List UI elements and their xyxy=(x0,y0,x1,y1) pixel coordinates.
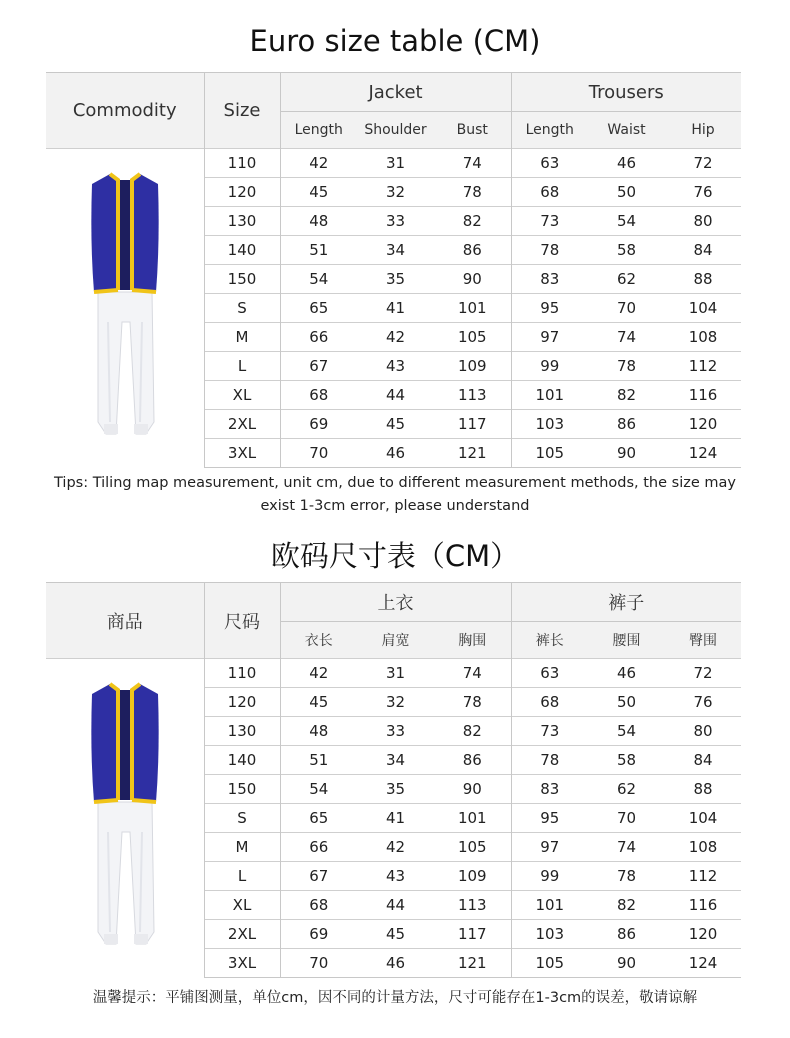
table-row xyxy=(46,659,741,688)
measure-cell: 86 xyxy=(588,410,665,439)
measure-cell: 45 xyxy=(357,410,434,439)
size-cell: 110 xyxy=(204,659,280,688)
measure-cell: 90 xyxy=(434,775,511,804)
measure-cell: 62 xyxy=(588,265,665,294)
measure-cell: 73 xyxy=(511,717,588,746)
size-cell: 130 xyxy=(204,207,280,236)
size-cell: XL xyxy=(204,891,280,920)
header-jacket-shoulder-zh: 肩宽 xyxy=(357,622,434,659)
measure-cell: 80 xyxy=(665,717,741,746)
header-trousers-zh: 裤子 xyxy=(511,583,741,622)
measure-cell: 90 xyxy=(588,439,665,468)
measure-cell: 44 xyxy=(357,381,434,410)
measure-cell: 104 xyxy=(665,294,741,323)
measure-cell: 50 xyxy=(588,688,665,717)
measure-cell: 105 xyxy=(434,323,511,352)
header-commodity: Commodity xyxy=(46,73,204,149)
measure-cell: 34 xyxy=(357,746,434,775)
measure-cell: 68 xyxy=(511,688,588,717)
measure-cell: 117 xyxy=(434,410,511,439)
measure-cell: 99 xyxy=(511,862,588,891)
measure-cell: 72 xyxy=(665,149,741,178)
size-cell: 3XL xyxy=(204,949,280,978)
measure-cell: 50 xyxy=(588,178,665,207)
size-cell: 140 xyxy=(204,746,280,775)
size-cell: 120 xyxy=(204,178,280,207)
page-title: Euro size table (CM) xyxy=(249,24,541,58)
measure-cell: 108 xyxy=(665,323,741,352)
measure-cell: 83 xyxy=(511,775,588,804)
measure-cell: 120 xyxy=(665,920,741,949)
measure-cell: 74 xyxy=(434,659,511,688)
header-trousers-waist-zh: 腰围 xyxy=(588,622,665,659)
size-cell: 120 xyxy=(204,688,280,717)
measure-cell: 105 xyxy=(434,833,511,862)
measure-cell: 105 xyxy=(511,949,588,978)
measure-cell: 46 xyxy=(357,949,434,978)
size-cell: 140 xyxy=(204,236,280,265)
measure-cell: 124 xyxy=(665,949,741,978)
measure-cell: 31 xyxy=(357,659,434,688)
header-size-zh: 尺码 xyxy=(204,583,280,659)
measure-cell: 74 xyxy=(588,833,665,862)
measure-cell: 88 xyxy=(665,775,741,804)
measure-cell: 121 xyxy=(434,439,511,468)
measure-cell: 54 xyxy=(588,207,665,236)
measure-cell: 65 xyxy=(280,294,357,323)
size-cell: 2XL xyxy=(204,920,280,949)
measure-cell: 58 xyxy=(588,746,665,775)
size-table-en xyxy=(46,72,741,468)
measure-cell: 42 xyxy=(280,149,357,178)
measure-cell: 54 xyxy=(588,717,665,746)
size-cell: M xyxy=(204,833,280,862)
measure-cell: 82 xyxy=(434,207,511,236)
costume-image xyxy=(88,682,162,954)
measure-cell: 54 xyxy=(280,265,357,294)
measure-cell: 54 xyxy=(280,775,357,804)
measure-cell: 86 xyxy=(588,920,665,949)
measure-cell: 46 xyxy=(357,439,434,468)
header-jacket-bust: Bust xyxy=(434,112,511,149)
measure-cell: 62 xyxy=(588,775,665,804)
size-cell: M xyxy=(204,323,280,352)
commodity-image-cell xyxy=(46,149,204,468)
size-cell: S xyxy=(204,804,280,833)
measure-cell: 45 xyxy=(357,920,434,949)
measure-cell: 67 xyxy=(280,862,357,891)
measure-cell: 33 xyxy=(357,207,434,236)
measure-cell: 101 xyxy=(511,381,588,410)
measure-cell: 32 xyxy=(357,688,434,717)
measure-cell: 109 xyxy=(434,862,511,891)
measure-cell: 46 xyxy=(588,149,665,178)
measure-cell: 70 xyxy=(588,294,665,323)
size-cell: 150 xyxy=(204,265,280,294)
header-jacket-length-zh: 衣长 xyxy=(280,622,357,659)
measure-cell: 82 xyxy=(588,381,665,410)
measure-cell: 42 xyxy=(357,323,434,352)
measure-cell: 43 xyxy=(357,352,434,381)
measure-cell: 116 xyxy=(665,381,741,410)
measure-cell: 103 xyxy=(511,410,588,439)
measure-cell: 90 xyxy=(434,265,511,294)
measure-cell: 84 xyxy=(665,746,741,775)
measure-cell: 103 xyxy=(511,920,588,949)
measure-cell: 45 xyxy=(280,688,357,717)
header-jacket-zh: 上衣 xyxy=(280,583,511,622)
measure-cell: 117 xyxy=(434,920,511,949)
measure-cell: 34 xyxy=(357,236,434,265)
measure-cell: 121 xyxy=(434,949,511,978)
measure-cell: 31 xyxy=(357,149,434,178)
measure-cell: 51 xyxy=(280,746,357,775)
tip-text: Tips: Tiling map measurement, unit cm, due to different measurement methods, the size may exist 1-3cm error, please understand xyxy=(54,475,736,514)
measure-cell: 116 xyxy=(665,891,741,920)
measure-cell: 33 xyxy=(357,717,434,746)
measure-cell: 74 xyxy=(588,323,665,352)
measure-cell: 124 xyxy=(665,439,741,468)
size-cell: L xyxy=(204,862,280,891)
size-cell: 130 xyxy=(204,717,280,746)
measure-cell: 66 xyxy=(280,833,357,862)
measure-cell: 63 xyxy=(511,659,588,688)
header-jacket-shoulder: Shoulder xyxy=(357,112,434,149)
measure-cell: 46 xyxy=(588,659,665,688)
measure-cell: 82 xyxy=(434,717,511,746)
measure-cell: 69 xyxy=(280,410,357,439)
measure-cell: 35 xyxy=(357,265,434,294)
measure-cell: 95 xyxy=(511,804,588,833)
size-cell: S xyxy=(204,294,280,323)
measure-cell: 101 xyxy=(434,804,511,833)
measure-cell: 43 xyxy=(357,862,434,891)
measure-cell: 41 xyxy=(357,804,434,833)
measure-cell: 104 xyxy=(665,804,741,833)
measure-cell: 84 xyxy=(665,236,741,265)
measure-cell: 80 xyxy=(665,207,741,236)
measure-cell: 112 xyxy=(665,862,741,891)
header-trousers-length: Length xyxy=(511,112,588,149)
size-table-zh xyxy=(46,582,741,978)
measure-cell: 42 xyxy=(280,659,357,688)
measure-cell: 88 xyxy=(665,265,741,294)
header-jacket: Jacket xyxy=(280,73,511,112)
measure-cell: 76 xyxy=(665,178,741,207)
page-title-zh: 欧码尺寸表（CM） xyxy=(270,539,520,573)
measure-cell: 113 xyxy=(434,381,511,410)
measure-cell: 97 xyxy=(511,323,588,352)
measure-cell: 51 xyxy=(280,236,357,265)
measure-cell: 120 xyxy=(665,410,741,439)
costume-image xyxy=(88,172,162,444)
header-commodity-zh: 商品 xyxy=(46,583,204,659)
measure-cell: 73 xyxy=(511,207,588,236)
header-trousers: Trousers xyxy=(511,73,741,112)
measure-cell: 78 xyxy=(511,236,588,265)
measure-cell: 76 xyxy=(665,688,741,717)
measure-cell: 68 xyxy=(511,178,588,207)
measure-cell: 32 xyxy=(357,178,434,207)
size-cell: XL xyxy=(204,381,280,410)
measure-cell: 78 xyxy=(588,352,665,381)
measure-cell: 45 xyxy=(280,178,357,207)
table-row xyxy=(46,149,741,178)
measure-cell: 99 xyxy=(511,352,588,381)
measure-cell: 86 xyxy=(434,746,511,775)
measure-cell: 101 xyxy=(434,294,511,323)
measure-cell: 95 xyxy=(511,294,588,323)
measure-cell: 78 xyxy=(588,862,665,891)
measure-cell: 74 xyxy=(434,149,511,178)
measure-cell: 48 xyxy=(280,207,357,236)
measure-cell: 70 xyxy=(280,949,357,978)
header-trousers-hip: Hip xyxy=(665,112,741,149)
measure-cell: 86 xyxy=(434,236,511,265)
size-cell: 2XL xyxy=(204,410,280,439)
measure-cell: 67 xyxy=(280,352,357,381)
measure-cell: 78 xyxy=(511,746,588,775)
measure-cell: 113 xyxy=(434,891,511,920)
measure-cell: 108 xyxy=(665,833,741,862)
measure-cell: 41 xyxy=(357,294,434,323)
measure-cell: 101 xyxy=(511,891,588,920)
header-size: Size xyxy=(204,73,280,149)
header-trousers-length-zh: 裤长 xyxy=(511,622,588,659)
size-rows-zh xyxy=(46,659,741,978)
measure-cell: 66 xyxy=(280,323,357,352)
measure-cell: 109 xyxy=(434,352,511,381)
measure-cell: 112 xyxy=(665,352,741,381)
measure-cell: 65 xyxy=(280,804,357,833)
measure-cell: 72 xyxy=(665,659,741,688)
measure-cell: 68 xyxy=(280,381,357,410)
commodity-image-cell xyxy=(46,659,204,978)
header-jacket-length: Length xyxy=(280,112,357,149)
measure-cell: 90 xyxy=(588,949,665,978)
measure-cell: 83 xyxy=(511,265,588,294)
measure-cell: 70 xyxy=(588,804,665,833)
size-rows-en xyxy=(46,149,741,468)
measure-cell: 82 xyxy=(588,891,665,920)
header-trousers-hip-zh: 臀围 xyxy=(665,622,741,659)
measure-cell: 105 xyxy=(511,439,588,468)
measure-cell: 78 xyxy=(434,178,511,207)
measure-cell: 48 xyxy=(280,717,357,746)
measure-cell: 69 xyxy=(280,920,357,949)
measure-cell: 97 xyxy=(511,833,588,862)
size-cell: 110 xyxy=(204,149,280,178)
measure-cell: 35 xyxy=(357,775,434,804)
size-cell: 3XL xyxy=(204,439,280,468)
measure-cell: 42 xyxy=(357,833,434,862)
measure-cell: 58 xyxy=(588,236,665,265)
measure-cell: 70 xyxy=(280,439,357,468)
measure-cell: 44 xyxy=(357,891,434,920)
measure-cell: 78 xyxy=(434,688,511,717)
tip-text-zh: 温馨提示：平铺图测量，单位cm，因不同的计量方法，尺寸可能存在1-3cm的误差，敬请谅解 xyxy=(92,990,698,1006)
measure-cell: 63 xyxy=(511,149,588,178)
size-cell: L xyxy=(204,352,280,381)
header-jacket-bust-zh: 胸围 xyxy=(434,622,511,659)
measure-cell: 68 xyxy=(280,891,357,920)
header-trousers-waist: Waist xyxy=(588,112,665,149)
size-cell: 150 xyxy=(204,775,280,804)
